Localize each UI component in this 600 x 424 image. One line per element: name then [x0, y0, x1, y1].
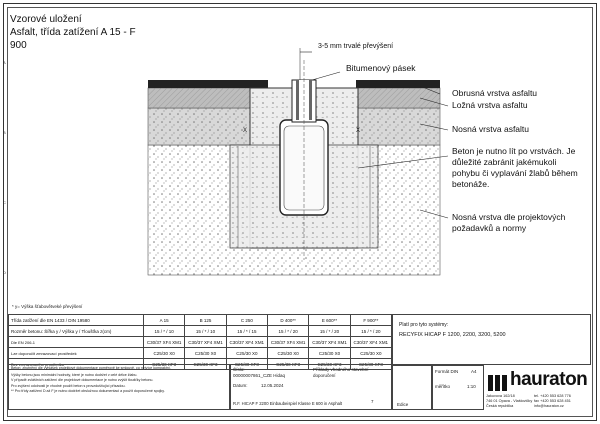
format-value: A4: [471, 369, 477, 374]
edition-label: Edice: [397, 402, 409, 407]
class-cell: F 900**: [350, 315, 391, 326]
address-line: 746 01 Opava - Vlaštovičky: [486, 399, 533, 403]
format-label: Formát DIN: [435, 369, 459, 374]
dim-cell: 15 / * / 15: [226, 326, 267, 337]
row-dim-label: Rozměr betonu: Šířka y / Výška y / Tloušťka z(cm): [9, 326, 144, 337]
dim-cell: 15 / * / 20: [309, 326, 350, 337]
callout-subbase-line-2: požadavků a normy: [452, 223, 527, 233]
concrete-cell: C25/30 XF3: [267, 359, 308, 370]
callout-concrete-line-2: důležité zabránit jakémukoli: [452, 157, 557, 167]
drawing-label-x-left: X: [243, 128, 248, 134]
concrete-cell: C25/30 X0: [309, 348, 350, 359]
note-line: Beton: zhutněný dle vyhlášek projektové dokumentace poměrově ke smlouvě, co nejvíce kompaktní.: [11, 366, 171, 370]
footnote: * y= Výška šťabovětveké převýšení: [12, 304, 83, 309]
concrete-cell: C25/30 XF3: [185, 359, 226, 370]
date-value: 12.05.2024: [261, 383, 284, 388]
systems-label: Platí pro tyto systémy:: [399, 322, 449, 328]
callout-expansion: 3-5 mm trvalé převýšení: [318, 43, 394, 50]
scale-value: 1:10: [467, 384, 476, 389]
wearing-course-layer: [148, 80, 268, 88]
format-block: [432, 365, 484, 410]
concrete-cell: C25/30 XF3: [226, 359, 267, 370]
wearing-course-layer: [356, 80, 440, 88]
concrete-cell: C25/30 XF3: [144, 359, 185, 370]
concrete-cell: C25/30 X0: [226, 348, 267, 359]
concrete-cell: C30/37 XF4 XM1: [350, 337, 391, 348]
edition-block: [392, 365, 432, 410]
page-number: 7: [371, 399, 374, 404]
concrete-cell: C30/37 XF4 XM1: [267, 337, 308, 348]
concrete-cell: C25/30 X0: [144, 348, 185, 359]
table-head-label: Třída zatížení dle EN 1433 / DIN 19580: [9, 315, 144, 326]
company-logo: [486, 369, 592, 397]
doc-no: 00000007861_CZE Hidaq: [233, 373, 286, 378]
callout-concrete-line-4: betonáže.: [452, 179, 490, 189]
note-line: Výšky betonu jsou minimální hodnoty, které je nutno dodržet v celé délce žlabu.: [11, 372, 138, 377]
date-label: Datum:: [233, 383, 248, 388]
concrete-cell: C30/37 XF4 XM1: [309, 337, 350, 348]
callout-binder-course: Ložná vrstva asfaltu: [452, 100, 528, 110]
concrete-cell: C25/30 XF3: [350, 359, 391, 370]
row-b2-label: Lze doporučit zmrazovací prostředek: [9, 348, 144, 359]
note-line: Pro zvýšení odolnosti je vhodné použít beton s provzdušňující přísadou.: [11, 383, 126, 388]
concrete-cell: C25/30 X0: [267, 348, 308, 359]
doc-info-block: [230, 364, 392, 410]
frame-tick: B: [3, 130, 6, 135]
notes-block: [8, 364, 230, 410]
dim-cell: 15 / * / 10: [185, 326, 226, 337]
callout-concrete-line-3: pohybu či vyplavání žlabů během: [452, 168, 578, 178]
concrete-cell: C30/37 XF4 XM1: [226, 337, 267, 348]
dim-cell: 15 / * / 10: [144, 326, 185, 337]
concrete-cell: C30/37 XF4 XM1: [144, 337, 185, 348]
callout-subbase-line-1: Nosná vrstva dle projektových: [452, 212, 566, 222]
dim-cell: 15 / * / 20: [350, 326, 391, 337]
note-line: ** Pro třídy zatížení D až F je nutno dodržet obslužnou dokumentaci a použít doporučené spojky.: [11, 389, 165, 393]
class-cell: B 125: [185, 315, 226, 326]
title-line-3: 900: [10, 40, 27, 51]
systems-value: RECYFIX HICAP F 1200, 2200, 3200, 5200: [399, 332, 506, 338]
concrete-cell: C25/30 XF3: [309, 359, 350, 370]
email-link[interactable]: info@hauraton.cz: [534, 404, 564, 408]
frame-tick: C: [3, 200, 6, 205]
callout-bitumen-tape: Bitumenový pásek: [346, 63, 416, 73]
status-label: Příklady vhodného stavební doporučení: [313, 367, 369, 378]
title-line-1: Vzorové uložení: [10, 14, 82, 25]
class-cell: E 600**: [309, 315, 350, 326]
address-line: Jakuvova 162/18: [486, 394, 515, 398]
note-line: V případě zvláštních zatížení dle projektové dokumentace je nutno zvýšit tloušťky betonu.: [11, 378, 154, 382]
row-b1-label: Dle EN 206-1: [9, 337, 144, 348]
company-name: hauraton: [510, 369, 588, 390]
frame-tick: A: [3, 60, 6, 65]
bottom-line: R.F. HICAP F 2200 Einbaubeispiel Klasse E 600 in Asphalt: [233, 401, 343, 406]
fax: fax +420 553 628 451: [534, 399, 571, 403]
callout-concrete-line-1: Beton je nutno lít po vrstvách. Je: [452, 146, 576, 156]
concrete-cell: C25/30 X0: [350, 348, 391, 359]
class-cell: A 15: [144, 315, 185, 326]
row-b3-label: Bez zmrazovacího prostředku: [9, 359, 144, 370]
frame-tick: D: [3, 270, 6, 275]
concrete-cell: C25/30 X0: [185, 348, 226, 359]
title-line-2: Asfalt, třída zatížení A 15 - F: [10, 27, 136, 38]
dim-cell: 15 / * / 20: [267, 326, 308, 337]
systems-box: [392, 314, 591, 365]
concrete-cell: C30/37 XF4 XM1: [185, 337, 226, 348]
class-cell: C 250: [226, 315, 267, 326]
drawing-label-x-right: X: [356, 128, 361, 134]
scale-label: měřítko: [435, 384, 451, 389]
doc-no-label: Číslo:: [233, 367, 245, 372]
address-line: Česká republika: [486, 404, 514, 408]
class-cell: D 400**: [267, 315, 308, 326]
callout-base-course: Nosná vrstva asfaltu: [452, 124, 530, 134]
callout-wearing-course: Obrusná vrstva asfaltu: [452, 88, 538, 98]
concrete-spec-table: [8, 314, 392, 370]
phone: tel. +420 553 628 776: [534, 394, 571, 398]
